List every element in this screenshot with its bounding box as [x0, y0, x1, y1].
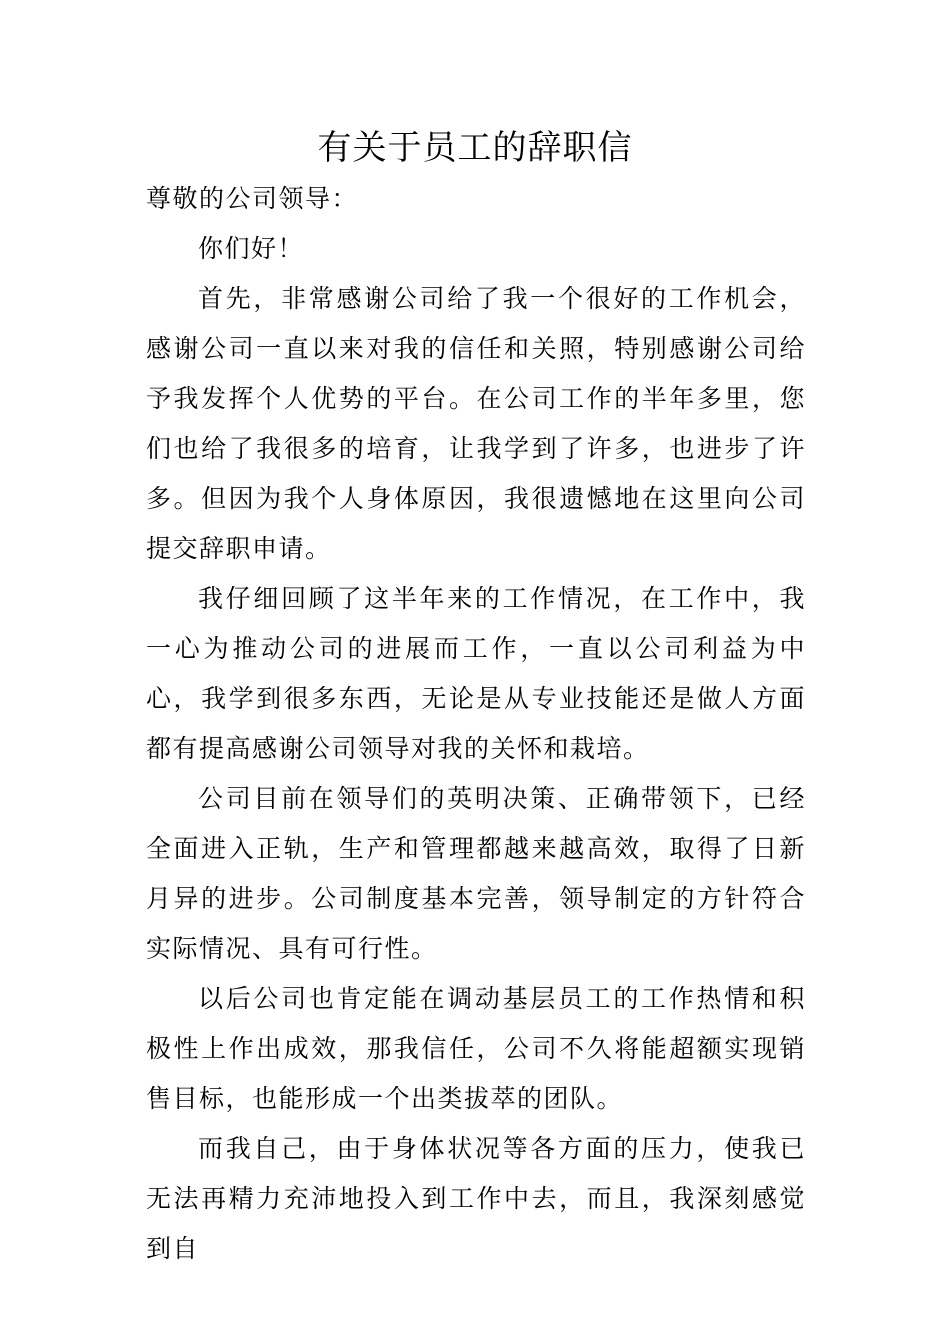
- document-title: 有关于员工的辞职信: [317, 128, 633, 168]
- greeting-paragraph: 你们好！: [198, 234, 305, 263]
- body-paragraph: 首先，非常感谢公司给了我一个很好的工作机会，感谢公司一直以来对我的信任和关照，特别感谢公司给予我发挥个人优势的平台。在公司工作的半年多里，您们也给了我很多的培育，让我学到了许多，也进步了许多。但因为我个人身体原因，我很遗憾地在这里向公司提交辞职申请。: [146, 284, 806, 563]
- letter-body: [146, 174, 806, 1274]
- body-paragraph: 以后公司也肯定能在调动基层员工的工作热情和积极性上作出成效，那我信任，公司不久将能超额实现销售目标，也能形成一个出类拔萃的团队。: [146, 984, 806, 1113]
- body-paragraph: 我仔细回顾了这半年来的工作情况，在工作中，我一心为推动公司的进展而工作，一直以公司利益为中心，我学到很多东西，无论是从专业技能还是做人方面都有提高感谢公司领导对我的关怀和栽培。: [146, 584, 806, 763]
- body-paragraph: 而我自己，由于身体状况等各方面的压力，使我已无法再精力充沛地投入到工作中去，而且，我深刻感觉到自: [146, 1134, 806, 1263]
- salutation: 尊敬的公司领导：: [146, 184, 359, 213]
- body-paragraph: 公司目前在领导们的英明决策、正确带领下，已经全面进入正轨，生产和管理都越来越高效，取得了日新月异的进步。公司制度基本完善，领导制定的方针符合实际情况、具有可行性。: [146, 784, 806, 963]
